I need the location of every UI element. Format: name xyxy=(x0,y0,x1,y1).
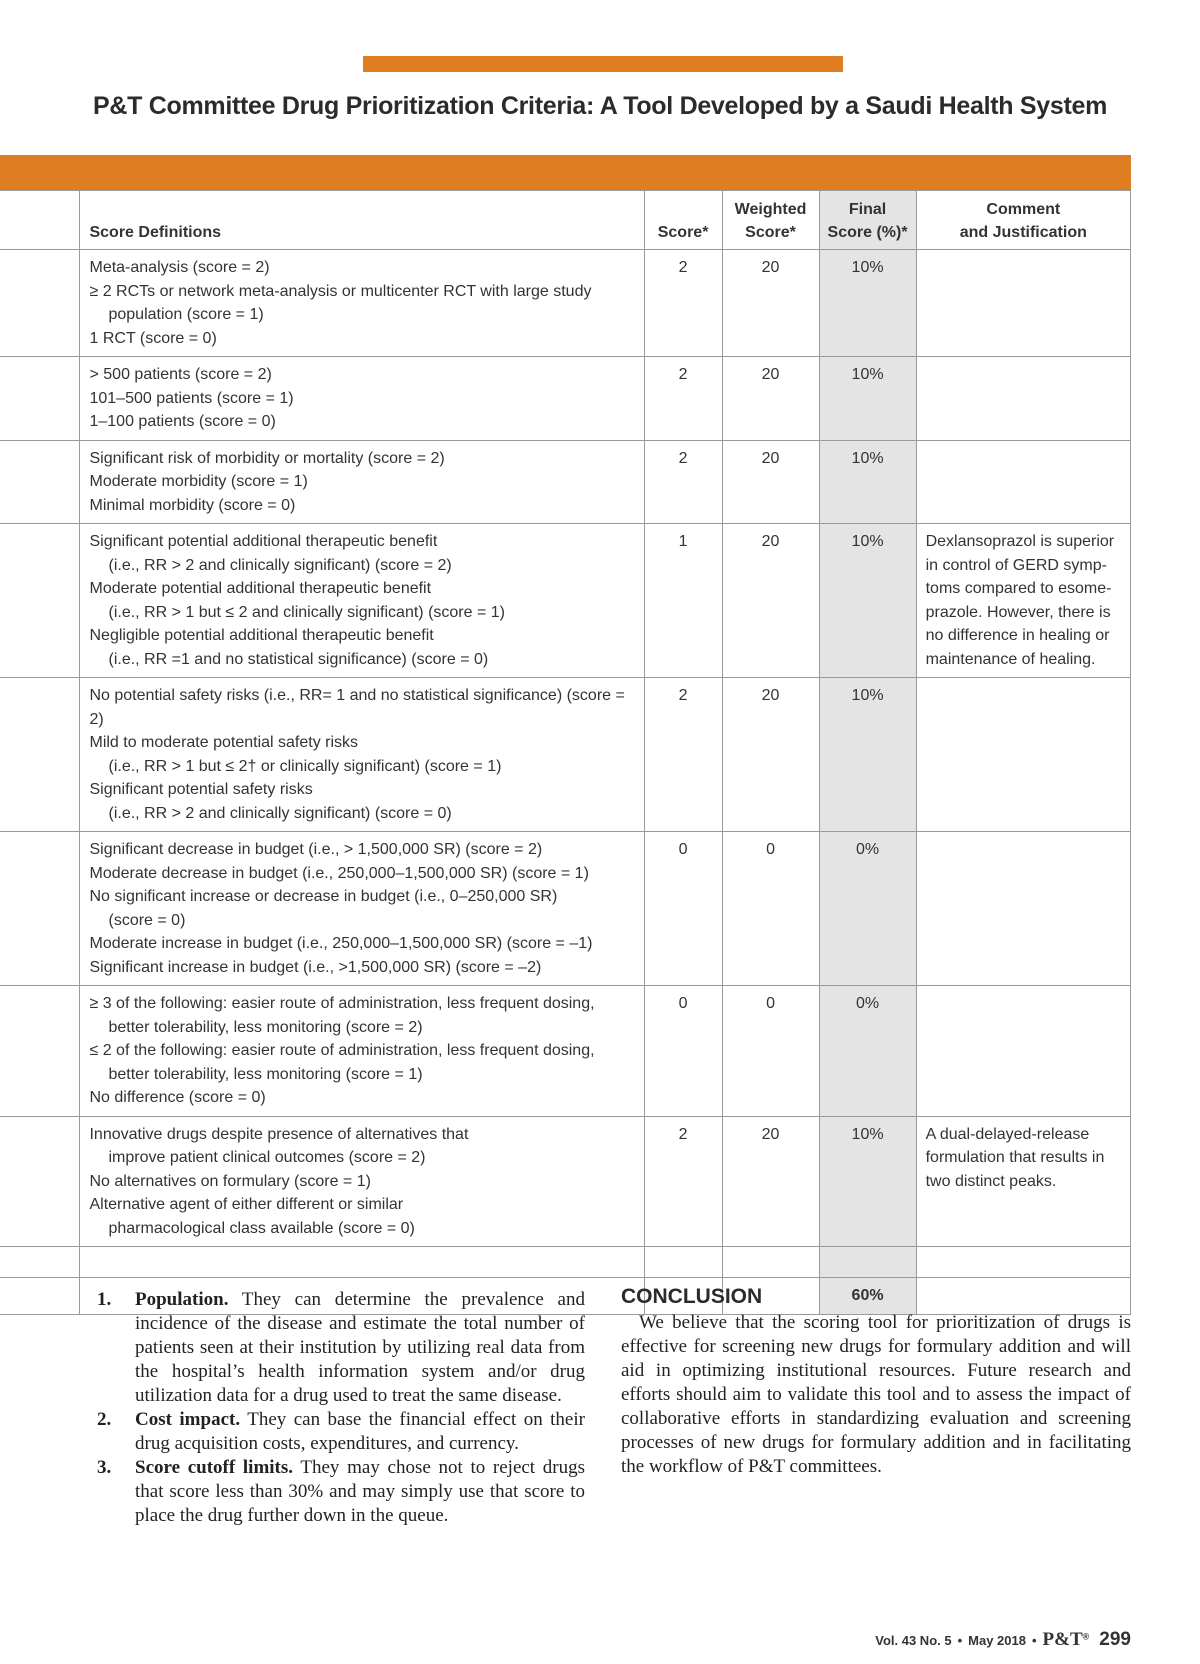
score-cell: 2 xyxy=(644,250,722,357)
definition-line: Negligible potential additional therapeutic benefit xyxy=(89,627,434,644)
conclusion-heading: CONCLUSION xyxy=(621,1285,763,1308)
definition-line: improve patient clinical outcomes (score = 2) xyxy=(108,1149,426,1166)
table-row xyxy=(0,524,1131,678)
final-score-cell: 10% xyxy=(819,440,916,524)
definition-line: (i.e., RR > 1 but ≤ 2† or clinically significant) (score = 1) xyxy=(108,757,502,775)
definition-line: Moderate potential additional therapeutic benefit xyxy=(89,580,432,597)
definition-line: Moderate morbidity (score = 1) xyxy=(89,473,308,490)
definition-line: pharmacological class available (score = 0) xyxy=(108,1219,415,1237)
comment-cell: Dexlansoprazol is superior in control of GERD symp- toms compared to esome- prazole. However, there is no difference in healing or maintenance of healing. xyxy=(916,524,1130,678)
table-row xyxy=(0,440,1131,524)
definition-line: (i.e., RR > 2 and clinically significant) (score = 2) xyxy=(108,556,452,574)
page-number: 299 xyxy=(1099,1629,1131,1650)
item-number: 2. xyxy=(97,1409,112,1430)
comment-cell xyxy=(916,250,1130,357)
definition-line: better tolerability, less monitoring (score = 1) xyxy=(108,1065,423,1083)
table-header-row xyxy=(0,191,1131,250)
table-row xyxy=(0,357,1131,441)
criteria-cell xyxy=(0,524,80,678)
definition-line: Significant risk of morbidity or mortality (score = 2) xyxy=(89,449,445,467)
score-cell: 2 xyxy=(644,357,722,441)
definition-line: Minimal morbidity (score = 0) xyxy=(89,496,296,514)
definition-line: 101–500 patients (score = 1) xyxy=(89,389,294,407)
score-definition-cell xyxy=(80,1116,644,1247)
definition-line: Significant potential additional therapeutic benefit xyxy=(89,533,438,550)
top-accent-bar xyxy=(363,56,843,72)
criteria-cell xyxy=(0,440,80,524)
item-text: They can base the financial effect on their drug acquisition costs, expenditures, and currency. xyxy=(135,1409,585,1454)
header-final-score: Final Score (%)* xyxy=(819,191,916,250)
definition-line: No difference (score = 0) xyxy=(89,1089,266,1106)
score-definition-cell xyxy=(80,832,644,986)
definition-line: (i.e., RR =1 and no statistical significance) (score = 0) xyxy=(108,650,489,668)
criteria-cell xyxy=(0,678,80,832)
criteria-table xyxy=(0,190,1131,1315)
weighted-score-cell: 20 xyxy=(722,250,819,357)
definition-line: No alternatives on formulary (score = 1) xyxy=(89,1172,371,1190)
header-comment: Comment and Justification xyxy=(916,191,1130,250)
definition-line: Significant potential safety risks xyxy=(89,781,313,798)
definition-line: > 500 patients (score = 2) xyxy=(89,366,272,383)
definition-line: better tolerability, less monitoring (score = 2) xyxy=(108,1018,423,1036)
considerations-list xyxy=(97,1288,585,1528)
score-definition-cell xyxy=(80,250,644,357)
definition-line: ≤ 2 of the following: easier route of administration, less frequent dosing, xyxy=(89,1042,595,1059)
final-score-cell: 10% xyxy=(819,250,916,357)
comment-cell xyxy=(916,832,1130,986)
page-title: P&T Committee Drug Prioritization Criteria: A Tool Developed by a Saudi Health System xyxy=(92,92,1108,120)
weighted-score-cell: 20 xyxy=(722,524,819,678)
conclusion-section xyxy=(621,1285,1131,1479)
consideration-item xyxy=(97,1408,585,1456)
definition-line: (i.e., RR > 1 but ≤ 2 and clinically significant) (score = 1) xyxy=(108,603,505,621)
criteria-cell xyxy=(0,1116,80,1247)
header-score-definitions: Score Definitions xyxy=(80,191,644,250)
score-definition-cell xyxy=(80,678,644,832)
score-cell: 1 xyxy=(644,524,722,678)
weighted-score-cell: 20 xyxy=(722,678,819,832)
total-score-cell: 60% xyxy=(819,1278,916,1315)
item-term: Score cutoff limits. xyxy=(135,1457,294,1478)
score-definition-cell xyxy=(80,524,644,678)
score-cell: 2 xyxy=(644,1116,722,1247)
blank-row xyxy=(0,1247,1131,1278)
table-row xyxy=(0,986,1131,1117)
final-score-cell: 10% xyxy=(819,1116,916,1247)
item-number: 3. xyxy=(97,1457,112,1478)
score-cell: 0 xyxy=(644,832,722,986)
weighted-score-cell: 20 xyxy=(722,357,819,441)
consideration-item xyxy=(97,1288,585,1408)
table-row xyxy=(0,832,1131,986)
definition-line: Significant decrease in budget (i.e., > 1,500,000 SR) (score = 2) xyxy=(89,841,543,858)
weighted-score-cell: 20 xyxy=(722,440,819,524)
definition-line: Mild to moderate potential safety risks xyxy=(89,734,359,751)
table-row xyxy=(0,250,1131,357)
final-score-cell: 10% xyxy=(819,357,916,441)
blank-cell xyxy=(644,1247,722,1278)
journal-logo: P&T xyxy=(1042,1629,1083,1650)
criteria-header-cell xyxy=(0,191,80,250)
blank-cell xyxy=(0,1278,80,1315)
weighted-score-cell: 0 xyxy=(722,986,819,1117)
criteria-cell xyxy=(0,250,80,357)
table-row xyxy=(0,678,1131,832)
item-number: 1. xyxy=(97,1289,112,1310)
weighted-score-cell: 20 xyxy=(722,1116,819,1247)
definition-line: Moderate increase in budget (i.e., 250,000–1,500,000 SR) (score = –1) xyxy=(89,935,593,952)
final-score-cell: 10% xyxy=(819,524,916,678)
header-weighted-score: Weighted Score* xyxy=(722,191,819,250)
weighted-score-cell: 0 xyxy=(722,832,819,986)
score-definition-cell xyxy=(80,357,644,441)
comment-cell xyxy=(916,440,1130,524)
criteria-cell xyxy=(0,832,80,986)
blank-cell xyxy=(916,1247,1130,1278)
table-header-band xyxy=(0,155,1131,191)
final-score-cell: 0% xyxy=(819,832,916,986)
comment-cell xyxy=(916,986,1130,1117)
table-row xyxy=(0,1116,1131,1247)
definition-line: (i.e., RR > 2 and clinically significant) (score = 0) xyxy=(108,804,452,822)
criteria-cell xyxy=(0,986,80,1117)
consideration-item xyxy=(97,1456,585,1528)
definition-line: Meta-analysis (score = 2) xyxy=(89,259,270,276)
conclusion-text: We believe that the scoring tool for prioritization of drugs is effective for screening new drugs for formulary addition and will aid in optimizing institutional resources. Future research and efforts should aim to validate this tool and to assess the impact of collaborative efforts in standardizing evaluation and screening processes of new drugs for formulary addition and in facilitating the workflow of P&T committees. xyxy=(621,1312,1131,1477)
header-score: Score* xyxy=(644,191,722,250)
item-text: They can determine the prevalence and incidence of the disease and estimate the total number of patients seen at their institution by utilizing real data from the hospital’s health information system and/or drug utilization data for a drug used to treat the same disease. xyxy=(135,1289,585,1406)
criteria-cell xyxy=(0,357,80,441)
page-footer: Vol. 43 No. 5 • May 2018 • P&T® 299 xyxy=(875,1629,1131,1650)
definition-line: No significant increase or decrease in budget (i.e., 0–250,000 SR) xyxy=(89,888,558,905)
item-term: Population. xyxy=(135,1289,229,1310)
comment-cell: A dual-delayed-release formulation that results in two distinct peaks. xyxy=(916,1116,1130,1247)
blank-cell xyxy=(80,1247,644,1278)
final-score-cell: 10% xyxy=(819,678,916,832)
definition-line: (score = 0) xyxy=(108,911,186,929)
definition-line: Innovative drugs despite presence of alternatives that xyxy=(89,1125,469,1143)
item-term: Cost impact. xyxy=(135,1409,241,1430)
footer-date: May 2018 xyxy=(968,1633,1026,1648)
footer-volume: Vol. 43 No. 5 xyxy=(875,1633,952,1648)
blank-cell xyxy=(819,1247,916,1278)
definition-line: No potential safety risks (i.e., RR= 1 and no statistical significance) (score = 2) xyxy=(89,687,625,728)
definition-line: Significant increase in budget (i.e., >1,500,000 SR) (score = –2) xyxy=(89,958,542,976)
definition-line: Moderate decrease in budget (i.e., 250,000–1,500,000 SR) (score = 1) xyxy=(89,864,589,882)
score-definition-cell xyxy=(80,440,644,524)
definition-line: 1–100 patients (score = 0) xyxy=(89,413,276,430)
blank-cell xyxy=(0,1247,80,1278)
blank-cell xyxy=(722,1247,819,1278)
final-score-cell: 0% xyxy=(819,986,916,1117)
score-definition-cell xyxy=(80,986,644,1117)
comment-cell xyxy=(916,357,1130,441)
definition-line: Alternative agent of either different or similar xyxy=(89,1196,404,1213)
score-cell: 2 xyxy=(644,440,722,524)
definition-line: ≥ 2 RCTs or network meta-analysis or multicenter RCT with large study xyxy=(89,282,592,300)
definition-line: ≥ 3 of the following: easier route of administration, less frequent dosing, xyxy=(89,995,595,1012)
comment-cell xyxy=(916,678,1130,832)
item-text: They may chose not to reject drugs that score less than 30% and may simply use that score to place the drug further down in the queue. xyxy=(135,1457,586,1526)
score-cell: 2 xyxy=(644,678,722,832)
score-cell: 0 xyxy=(644,986,722,1117)
definition-line: 1 RCT (score = 0) xyxy=(89,329,217,347)
definition-line: population (score = 1) xyxy=(108,306,264,323)
